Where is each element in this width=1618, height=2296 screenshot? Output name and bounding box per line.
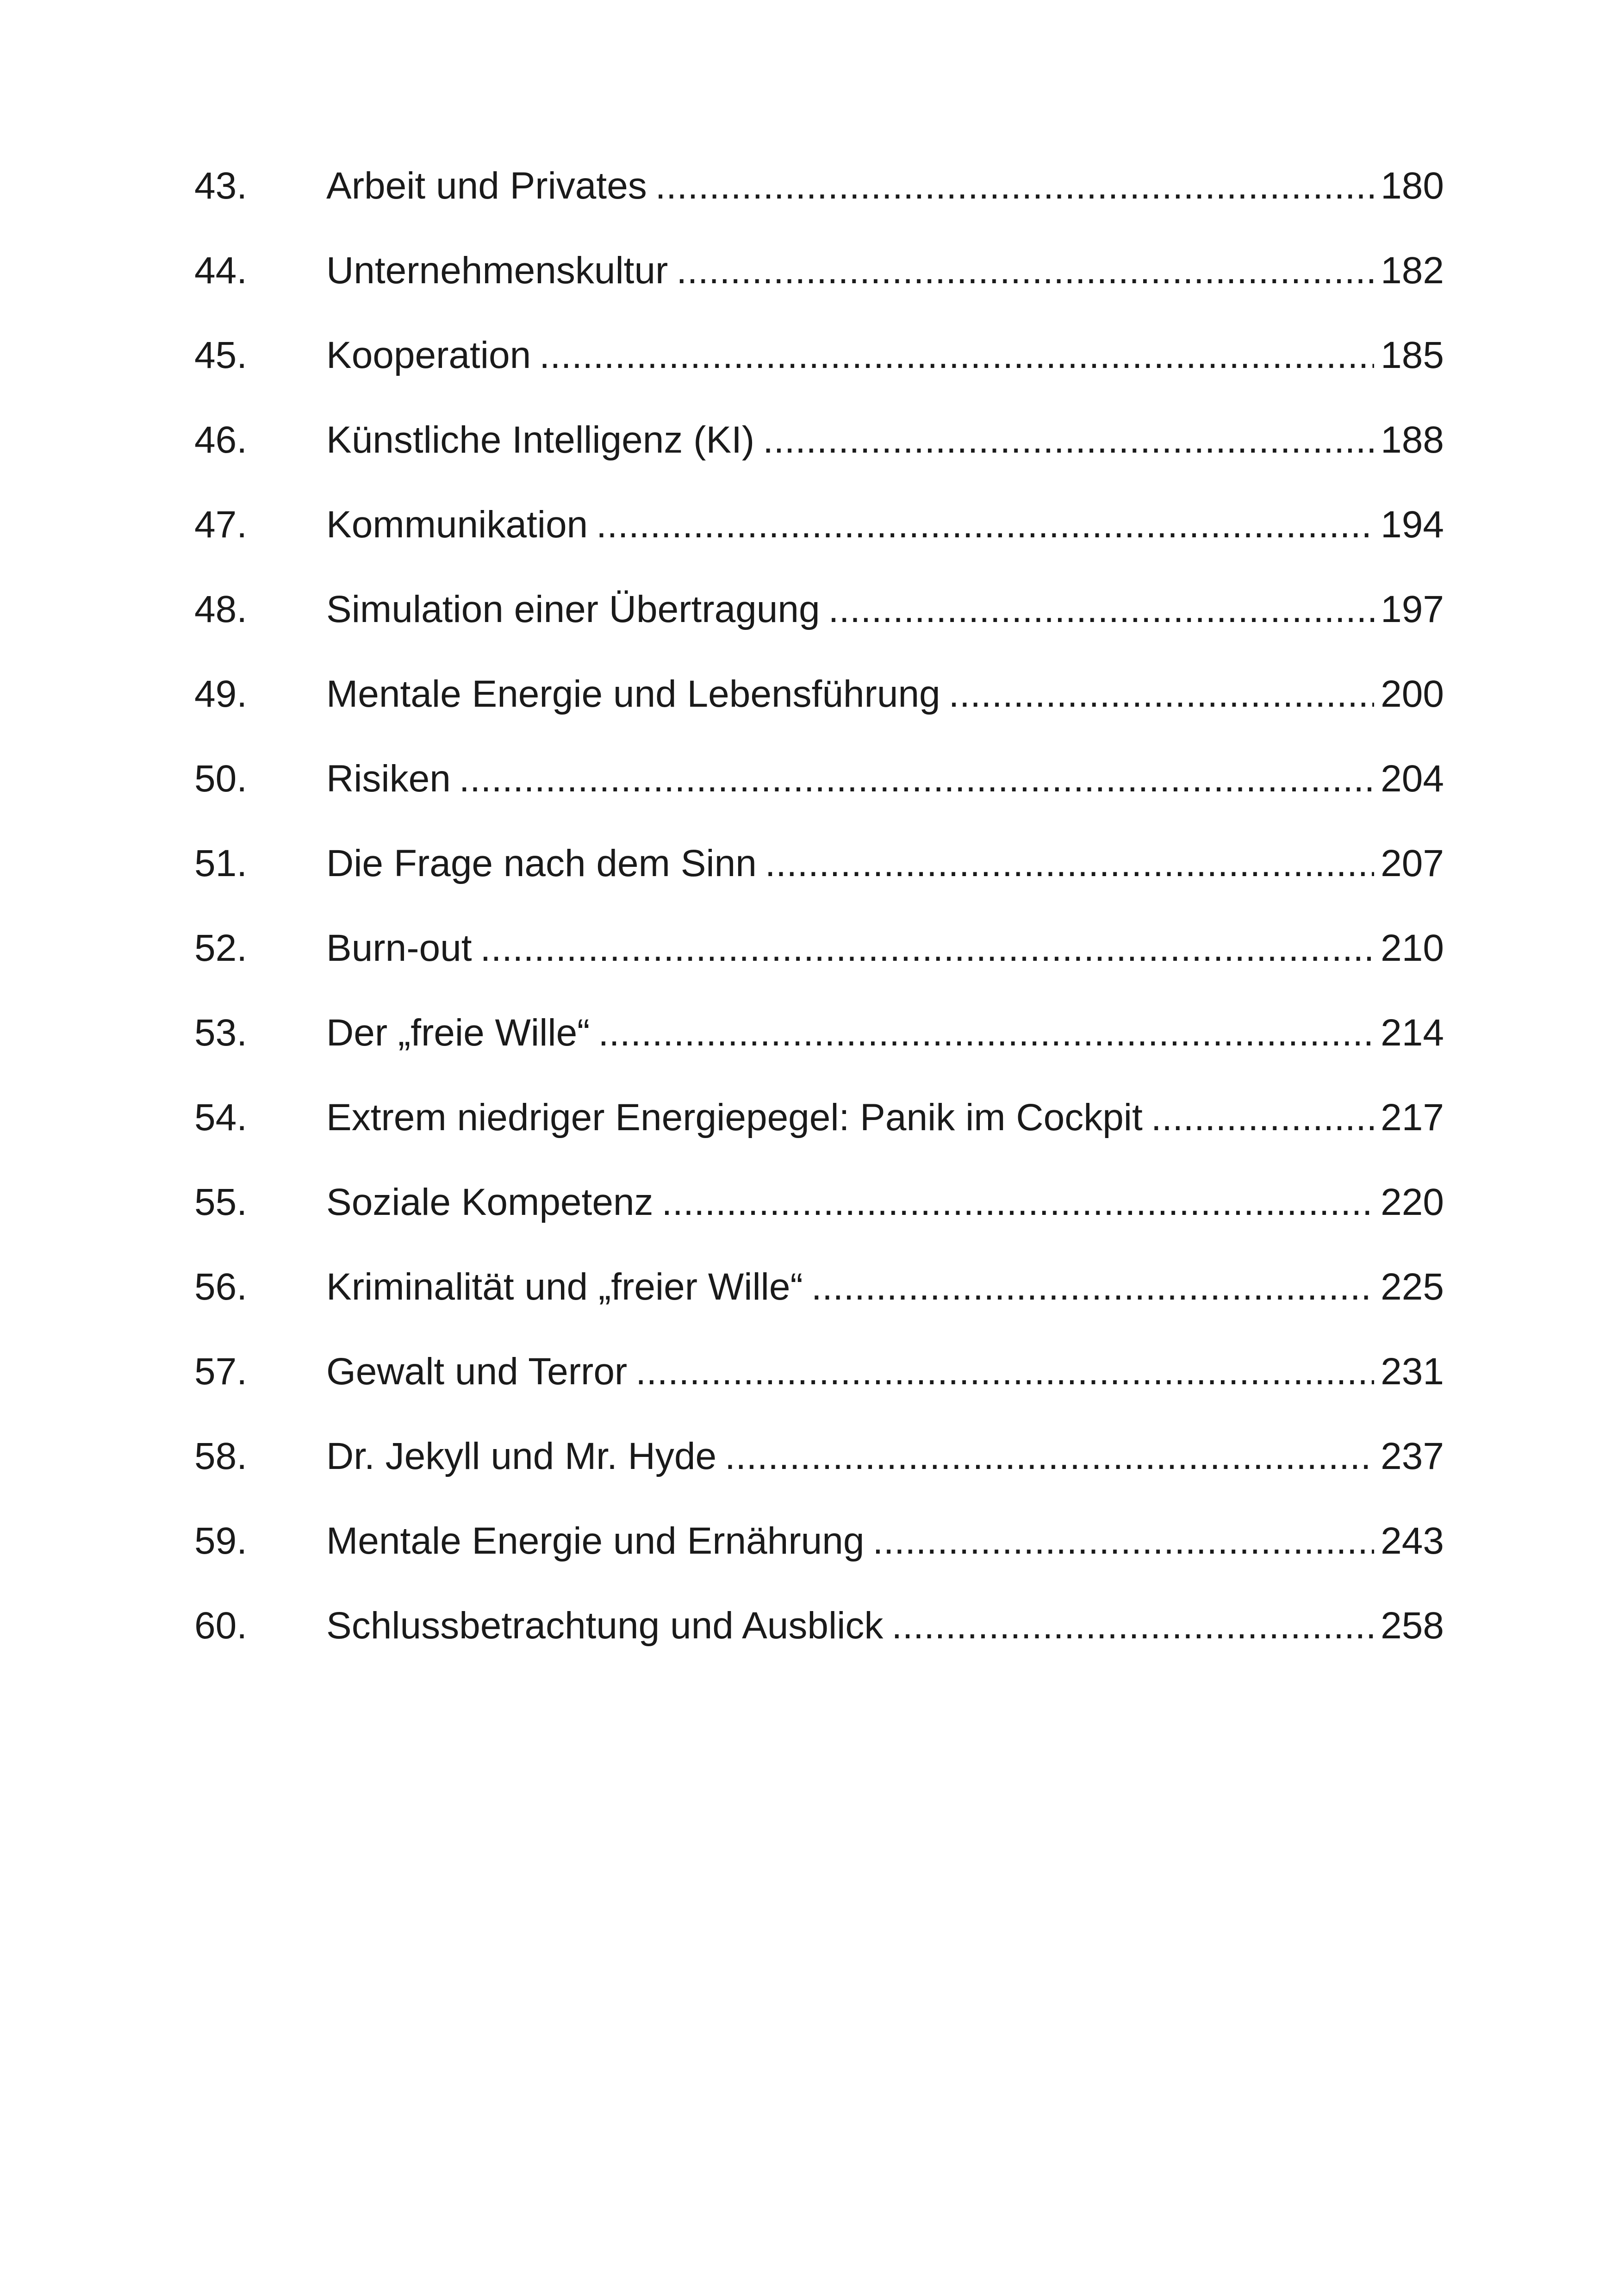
- toc-entry: [194, 248, 1444, 332]
- toc-entry-number: 53.: [194, 1012, 247, 1054]
- toc-entry-title: Gewalt und Terror: [326, 1350, 628, 1393]
- toc-dot-leader: [725, 1433, 1374, 1480]
- toc-entry: [194, 756, 1444, 840]
- toc-entry-title: Mentale Energie und Ernährung: [326, 1520, 865, 1562]
- toc-entry-number: 50.: [194, 758, 247, 800]
- toc-entry-page-number: 207: [1381, 842, 1444, 884]
- toc-entry-title: Kriminalität und „freier Wille“: [326, 1266, 803, 1308]
- toc-entry: [194, 1264, 1444, 1349]
- toc-dot-leader: [891, 1603, 1374, 1649]
- toc-entry-title: Risiken: [326, 758, 451, 800]
- toc-entry-number: 43.: [194, 165, 247, 207]
- toc-entry-title: Burn-out: [326, 927, 472, 969]
- toc-dot-leader: [459, 756, 1374, 802]
- toc-entry-number: 44.: [194, 249, 247, 292]
- toc-dot-leader: [811, 1264, 1374, 1310]
- toc-entry-page-number: 180: [1381, 165, 1444, 207]
- toc-entry-title: Extrem niedriger Energiepegel: Panik im Cockpit: [326, 1096, 1143, 1139]
- toc-entry: [194, 1010, 1444, 1095]
- toc-entry-title: Mentale Energie und Lebensführung: [326, 673, 940, 715]
- toc-entry: [194, 925, 1444, 1010]
- toc-entry: [194, 840, 1444, 925]
- toc-entry-number: 51.: [194, 842, 247, 884]
- toc-dot-leader: [1151, 1095, 1374, 1141]
- toc-entry-title: Der „freie Wille“: [326, 1012, 590, 1054]
- toc-entry-number: 48.: [194, 588, 247, 630]
- toc-entry-page-number: 225: [1381, 1266, 1444, 1308]
- toc-entry-page-number: 214: [1381, 1012, 1444, 1054]
- toc-entry-page-number: 204: [1381, 758, 1444, 800]
- toc-entry: [194, 1349, 1444, 1433]
- toc-dot-leader: [765, 840, 1374, 887]
- toc-dot-leader: [655, 163, 1374, 209]
- toc-entry-title: Soziale Kompetenz: [326, 1181, 653, 1223]
- toc-dot-leader: [828, 586, 1375, 633]
- toc-entry-title: Die Frage nach dem Sinn: [326, 842, 757, 884]
- toc-dot-leader: [763, 417, 1374, 463]
- toc-entry-page-number: 182: [1381, 249, 1444, 292]
- toc-entry: [194, 502, 1444, 586]
- table-of-contents: [194, 163, 1444, 1687]
- toc-entry-number: 54.: [194, 1096, 247, 1139]
- toc-entry-page-number: 243: [1381, 1520, 1444, 1562]
- toc-entry: [194, 332, 1444, 417]
- toc-entry-page-number: 197: [1381, 588, 1444, 630]
- toc-entry-title: Dr. Jekyll und Mr. Hyde: [326, 1435, 717, 1477]
- toc-dot-leader: [480, 925, 1375, 971]
- toc-entry: [194, 1603, 1444, 1687]
- toc-dot-leader: [539, 332, 1374, 379]
- toc-entry: [194, 163, 1444, 248]
- toc-dot-leader: [872, 1518, 1374, 1564]
- toc-entry-page-number: 210: [1381, 927, 1444, 969]
- toc-entry: [194, 1179, 1444, 1264]
- toc-entry-page-number: 258: [1381, 1605, 1444, 1647]
- toc-entry-title: Künstliche Intelligenz (KI): [326, 419, 755, 461]
- toc-dot-leader: [949, 671, 1375, 717]
- toc-dot-leader: [662, 1179, 1375, 1226]
- toc-dot-leader: [596, 502, 1374, 548]
- toc-dot-leader: [676, 248, 1374, 294]
- toc-entry: [194, 1095, 1444, 1179]
- toc-entry-page-number: 220: [1381, 1181, 1444, 1223]
- toc-entry-title: Kommunikation: [326, 504, 588, 546]
- toc-entry-page-number: 188: [1381, 419, 1444, 461]
- toc-entry-number: 46.: [194, 419, 247, 461]
- toc-entry: [194, 1433, 1444, 1518]
- toc-entry-number: 47.: [194, 504, 247, 546]
- toc-dot-leader: [635, 1349, 1374, 1395]
- toc-entry-number: 56.: [194, 1266, 247, 1308]
- toc-entry-page-number: 217: [1381, 1096, 1444, 1139]
- toc-entry-page-number: 185: [1381, 334, 1444, 376]
- toc-entry-number: 52.: [194, 927, 247, 969]
- toc-dot-leader: [598, 1010, 1374, 1056]
- toc-entry-number: 45.: [194, 334, 247, 376]
- toc-entry: [194, 586, 1444, 671]
- toc-entry-page-number: 194: [1381, 504, 1444, 546]
- toc-entry-page-number: 237: [1381, 1435, 1444, 1477]
- toc-entry-number: 57.: [194, 1350, 247, 1393]
- toc-entry: [194, 671, 1444, 756]
- toc-entry-page-number: 231: [1381, 1350, 1444, 1393]
- toc-entry-number: 59.: [194, 1520, 247, 1562]
- toc-entry-page-number: 200: [1381, 673, 1444, 715]
- toc-entry-number: 55.: [194, 1181, 247, 1223]
- toc-entry-title: Simulation einer Übertragung: [326, 588, 820, 630]
- toc-entry-number: 49.: [194, 673, 247, 715]
- toc-entry: [194, 417, 1444, 502]
- toc-entry-title: Arbeit und Privates: [326, 165, 647, 207]
- toc-entry-title: Kooperation: [326, 334, 531, 376]
- toc-entry-number: 60.: [194, 1605, 247, 1647]
- toc-entry-number: 58.: [194, 1435, 247, 1477]
- toc-entry-title: Schlussbetrachtung und Ausblick: [326, 1605, 884, 1647]
- toc-entry-title: Unternehmenskultur: [326, 249, 668, 292]
- toc-entry: [194, 1518, 1444, 1603]
